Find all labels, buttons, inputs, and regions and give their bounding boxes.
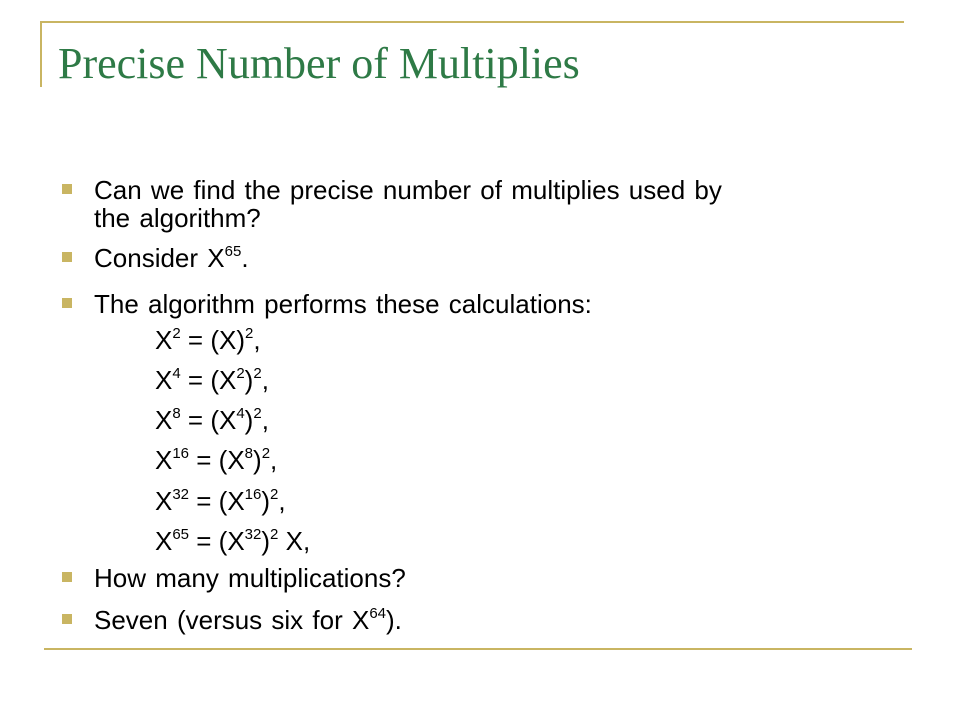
equation-close: ): [261, 486, 271, 516]
equation-tail: ,: [261, 405, 269, 435]
equation-row: [155, 527, 310, 560]
bullet-text: Seven (versus six for $X^{64}$).: [94, 605, 402, 635]
equation-mid: = (X: [180, 365, 237, 395]
slide-title: Precise Number of Multiplies: [58, 39, 580, 88]
equation-lhs-exp: 65: [172, 526, 190, 543]
equation-mid: = (X): [180, 325, 245, 355]
bullet-line: the algorithm?: [94, 203, 261, 233]
bottom-rule: [44, 648, 912, 650]
equation-outer-exp: 2: [244, 325, 254, 342]
left-rule: [40, 21, 42, 87]
equation-outer-exp: 2: [270, 526, 279, 543]
bullet-text: How many multiplications?: [94, 563, 406, 593]
equation-close: ): [244, 365, 254, 395]
equation-lhs-exp: 4: [172, 365, 181, 382]
equation-mid: = (X: [189, 445, 245, 475]
equation-lhs-exp: 2: [172, 325, 181, 342]
equation-lhs-base: X: [155, 405, 173, 435]
equation-tail: ,: [253, 325, 261, 355]
square-bullet-icon: [62, 252, 72, 262]
bullet-text: The algorithm performs these calculations:: [94, 289, 592, 319]
equation-mid: = (X: [189, 486, 245, 516]
equation-lhs-base: X: [155, 325, 173, 355]
equation-outer-exp: 2: [270, 486, 279, 503]
equation-lhs-base: X: [155, 526, 173, 556]
equation-close: ): [253, 445, 262, 475]
equation-outer-exp: 2: [261, 445, 271, 462]
equation-lhs-base: X: [155, 445, 173, 475]
square-bullet-icon: [62, 298, 72, 308]
equation-lhs-base: X: [155, 486, 173, 516]
equation-tail: ,: [278, 486, 286, 516]
square-bullet-icon: [62, 572, 72, 582]
top-rule: [40, 21, 904, 23]
square-bullet-icon: [62, 614, 72, 624]
bullet-text: [94, 176, 894, 232]
equation-inner-exp: 4: [236, 405, 245, 422]
equation-row: [155, 406, 269, 439]
equation-lhs-exp: 32: [172, 486, 190, 503]
equation-row: [155, 326, 261, 359]
square-bullet-icon: [62, 184, 72, 194]
equation-lhs-base: X: [155, 365, 173, 395]
equation-inner-exp: 16: [244, 486, 262, 503]
equation-row: [155, 446, 277, 479]
equation-row: [155, 366, 269, 399]
equation-outer-exp: 2: [253, 405, 262, 422]
bullet-line: Can we find the precise number of multiplies used by: [94, 175, 722, 205]
bullet-text: Consider $X^{65}$.: [94, 243, 249, 273]
equation-tail: ,: [261, 365, 269, 395]
equation-outer-exp: 2: [253, 365, 262, 382]
equation-tail: ,: [270, 445, 278, 475]
equation-tail: X,: [278, 526, 311, 556]
equation-inner-exp: 8: [244, 445, 254, 462]
equation-row: [155, 487, 286, 520]
equation-close: ): [244, 405, 254, 435]
equation-lhs-exp: 16: [172, 445, 190, 462]
equation-mid: = (X: [180, 405, 237, 435]
equation-inner-exp: 2: [236, 365, 245, 382]
equation-close: ): [261, 526, 271, 556]
equation-inner-exp: 32: [244, 526, 262, 543]
equation-lhs-exp: 8: [172, 405, 181, 422]
equation-mid: = (X: [189, 526, 245, 556]
